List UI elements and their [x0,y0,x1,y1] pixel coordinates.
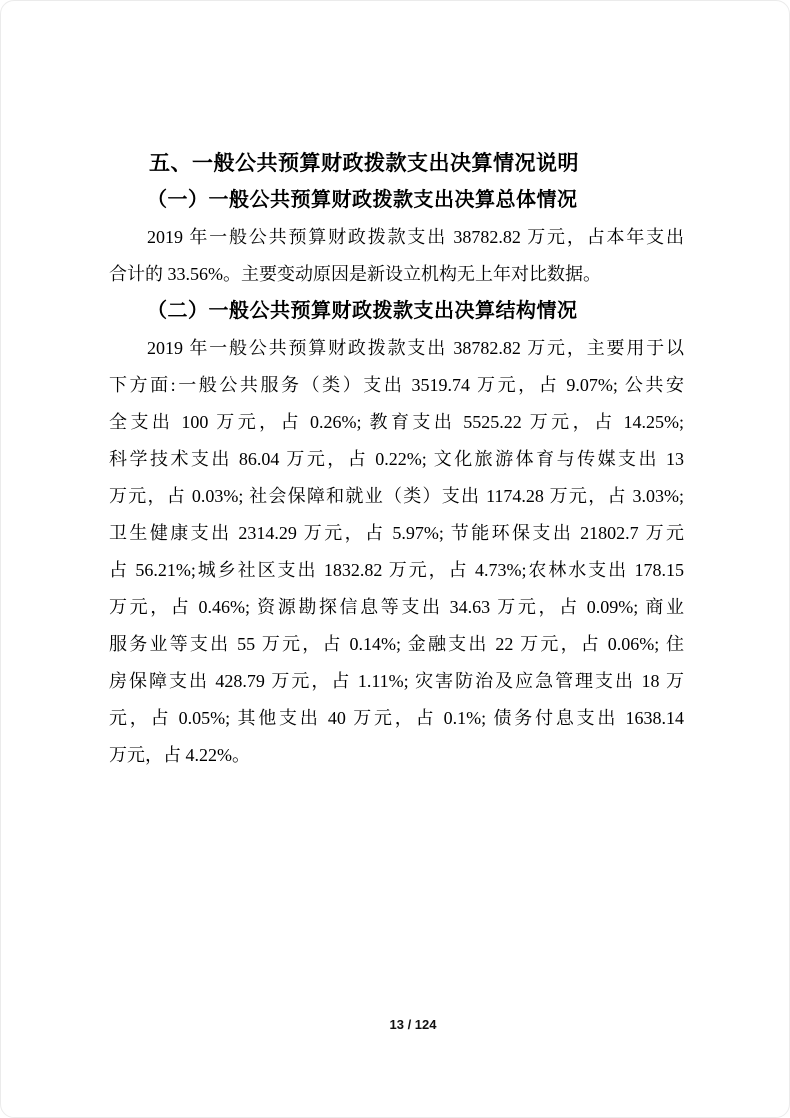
document-body [109,145,684,774]
paragraph-2-line: 万元，占 0.46%; 资源勘探信息等支出 34.63 万元，占 0.09%; 商业 [109,597,684,617]
paragraph-2-line: 占 56.21%;城乡社区支出 1832.82 万元，占 4.73%;农林水支出 178.15 [109,560,684,580]
section-heading-main: 五、一般公共预算财政拨款支出决算情况说明 [149,152,579,175]
paragraph-2-line: 全支出 100 万元，占 0.26%; 教育支出 5525.22 万元，占 14.25%; [109,412,684,432]
paragraph-2-line: 科学技术支出 86.04 万元，占 0.22%; 文化旅游体育与传媒支出 13 [109,449,684,469]
paragraph-2-line: 服务业等支出 55 万元，占 0.14%; 金融支出 22 万元，占 0.06%; 住 [109,634,684,654]
page-number: 13 / 124 [389,1017,437,1032]
subsection-2-title: （二）一般公共预算财政拨款支出决算结构情况 [147,300,578,322]
paragraph-2-line: 下方面:一般公共服务（类）支出 3519.74 万元，占 9.07%; 公共安 [109,375,684,395]
paragraph-2-line: 万元，占 4.22%。 [109,745,250,765]
paragraph-2-line: 2019 年一般公共预算财政拨款支出 38782.82 万元，主要用于以 [147,338,684,358]
paragraph-2-line: 房保障支出 428.79 万元，占 1.11%; 灾害防治及应急管理支出 18 万 [109,671,684,691]
paragraph-1-line: 2019 年一般公共预算财政拨款支出 38782.82 万元，占本年支出 [147,227,684,247]
paragraph-2-line: 元，占 0.05%; 其他支出 40 万元，占 0.1%; 债务付息支出 1638.14 [109,708,684,728]
paragraph-1-line: 合计的 33.56%。主要变动原因是新设立机构无上年对比数据。 [109,264,601,284]
paragraph-2-line: 万元，占 0.03%; 社会保障和就业（类）支出 1174.28 万元，占 3.03%; [109,486,684,506]
paragraph-2-line: 卫生健康支出 2314.29 万元，占 5.97%; 节能环保支出 21802.7 万元 [109,523,684,543]
subsection-1-title: （一）一般公共预算财政拨款支出决算总体情况 [147,189,578,211]
